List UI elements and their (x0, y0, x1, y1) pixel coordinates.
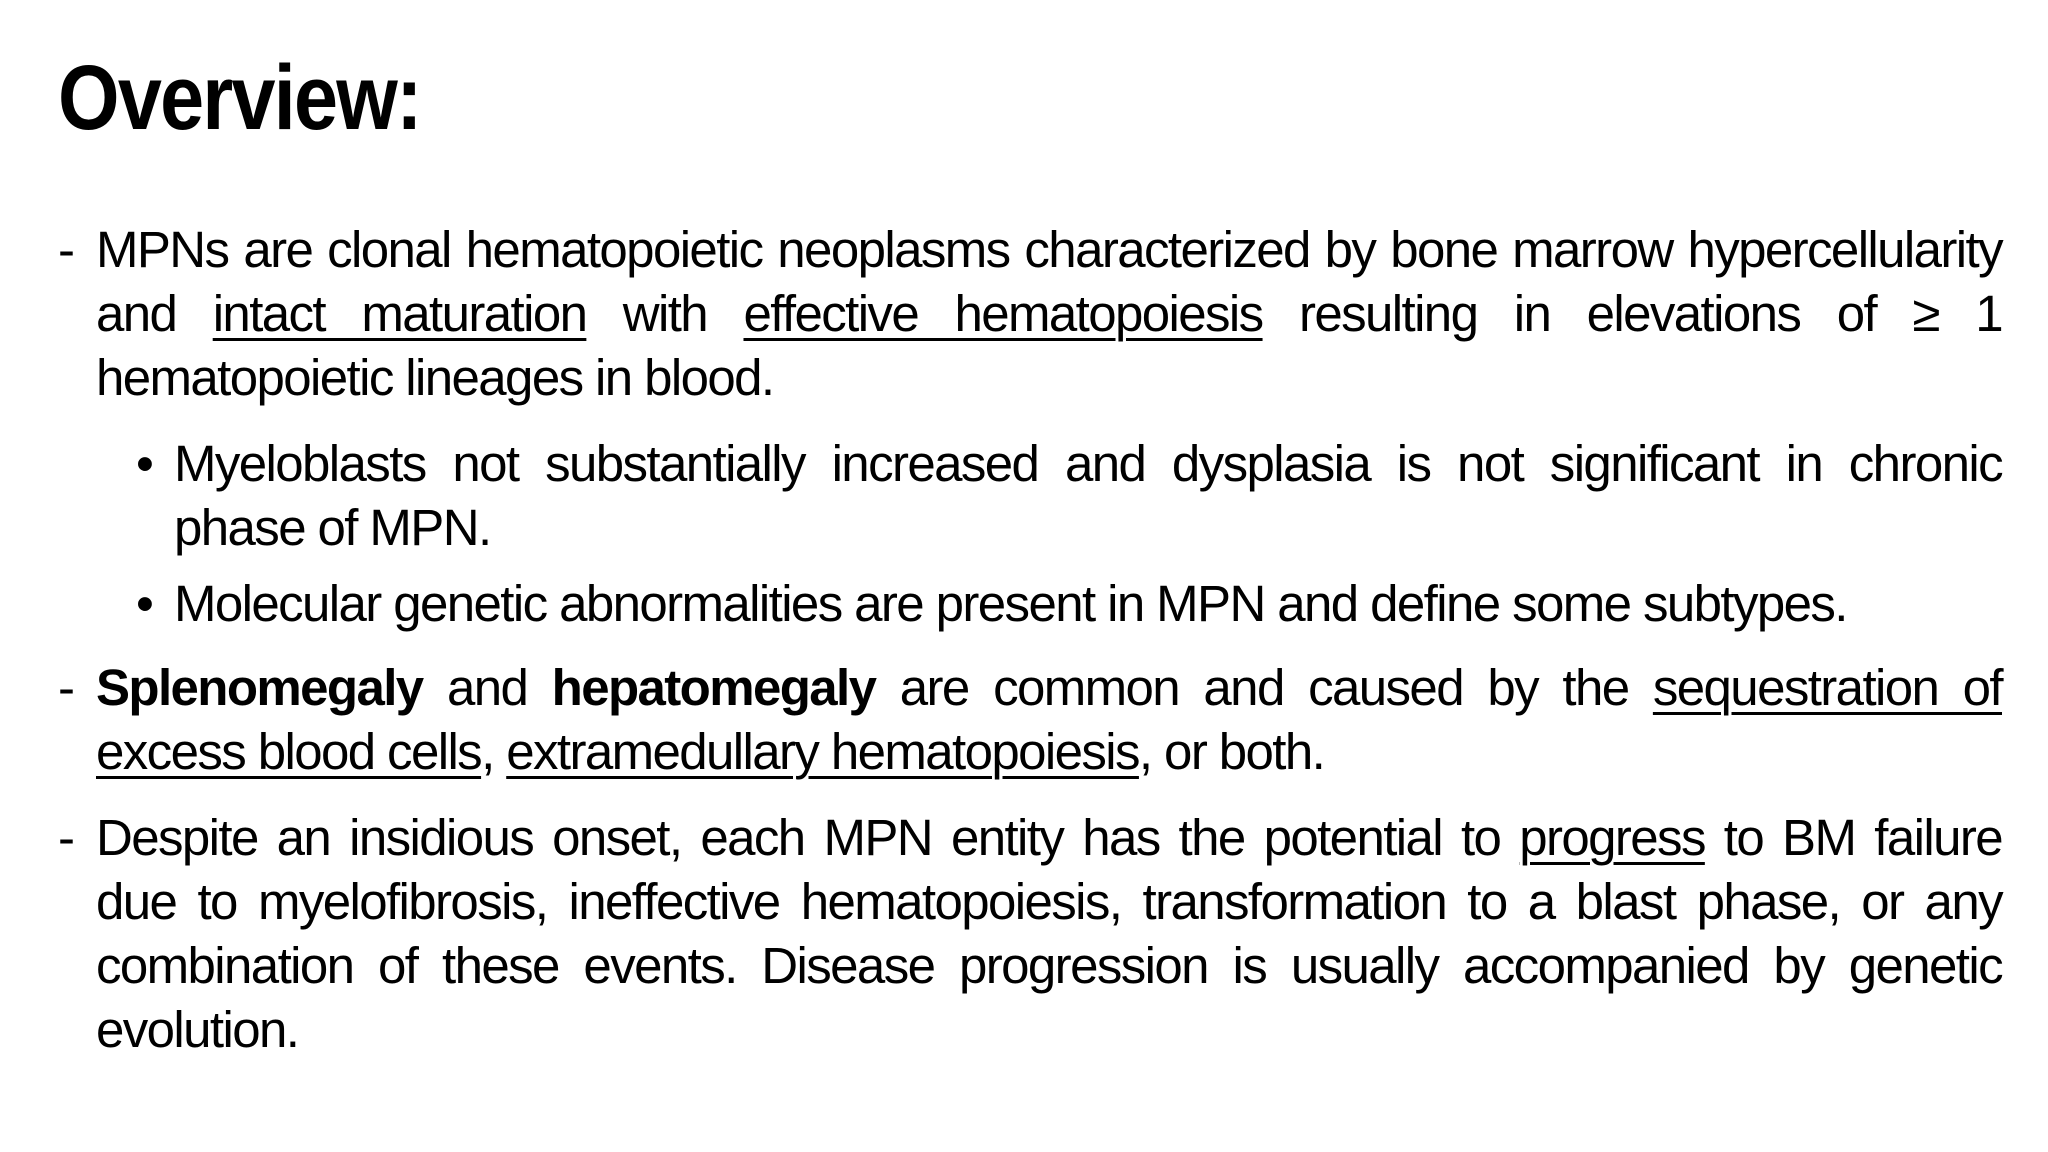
underlined-term: sequestration of excess blood cells (96, 659, 2002, 780)
slide-title: Overview: (58, 47, 421, 149)
dash-marker: - (58, 809, 74, 866)
dash-marker: - (58, 659, 74, 716)
bold-term: Splenomegaly (96, 659, 423, 716)
bullet-marker: • (136, 435, 153, 492)
text-segment: Despite an insidious onset, each MPN entity has the potential to (96, 809, 1520, 866)
bullet-item (136, 572, 2002, 636)
underlined-term: effective hematopoiesis (743, 285, 1263, 342)
underlined-term: progress (1519, 809, 1705, 866)
slide-body (58, 218, 2002, 1084)
bullet-item (136, 432, 2002, 560)
paragraph-organomegaly (58, 656, 2002, 784)
bullet-text: Molecular genetic abnormalities are present in MPN and define some subtypes. (174, 575, 1847, 632)
text-segment: to BM failure due to myelofibrosis, ineffective hematopoiesis, transformation to a blast phase, or any combination of these events. Disease progression is usually accompanied by genetic evolution. (96, 809, 2002, 1058)
bold-term: hepatomegaly (551, 659, 876, 716)
text-segment: and (422, 659, 552, 716)
bullet-marker: • (136, 575, 153, 632)
paragraph-mpn-definition (58, 218, 2002, 410)
bullet-list (136, 432, 2002, 636)
bullet-text: Myeloblasts not substantially increased and dysplasia is not significant in chronic phase of MPN. (174, 435, 2002, 556)
paragraph-progression (58, 806, 2002, 1062)
text-segment: MPNs are clonal hematopoietic neoplasms characterized by bone marrow hypercellularity and (96, 221, 2002, 342)
text-segment: resulting in elevations of ≥ 1 hematopoietic lineages in blood. (96, 285, 2002, 406)
underlined-term: intact maturation (212, 285, 587, 342)
text-segment: , (481, 723, 507, 780)
underlined-term: extramedullary hematopoiesis (506, 723, 1139, 780)
text-segment: with (586, 285, 744, 342)
text-segment: are common and caused by the (875, 659, 1653, 716)
text-segment: , or both. (1138, 723, 1325, 780)
dash-marker: - (58, 221, 74, 278)
